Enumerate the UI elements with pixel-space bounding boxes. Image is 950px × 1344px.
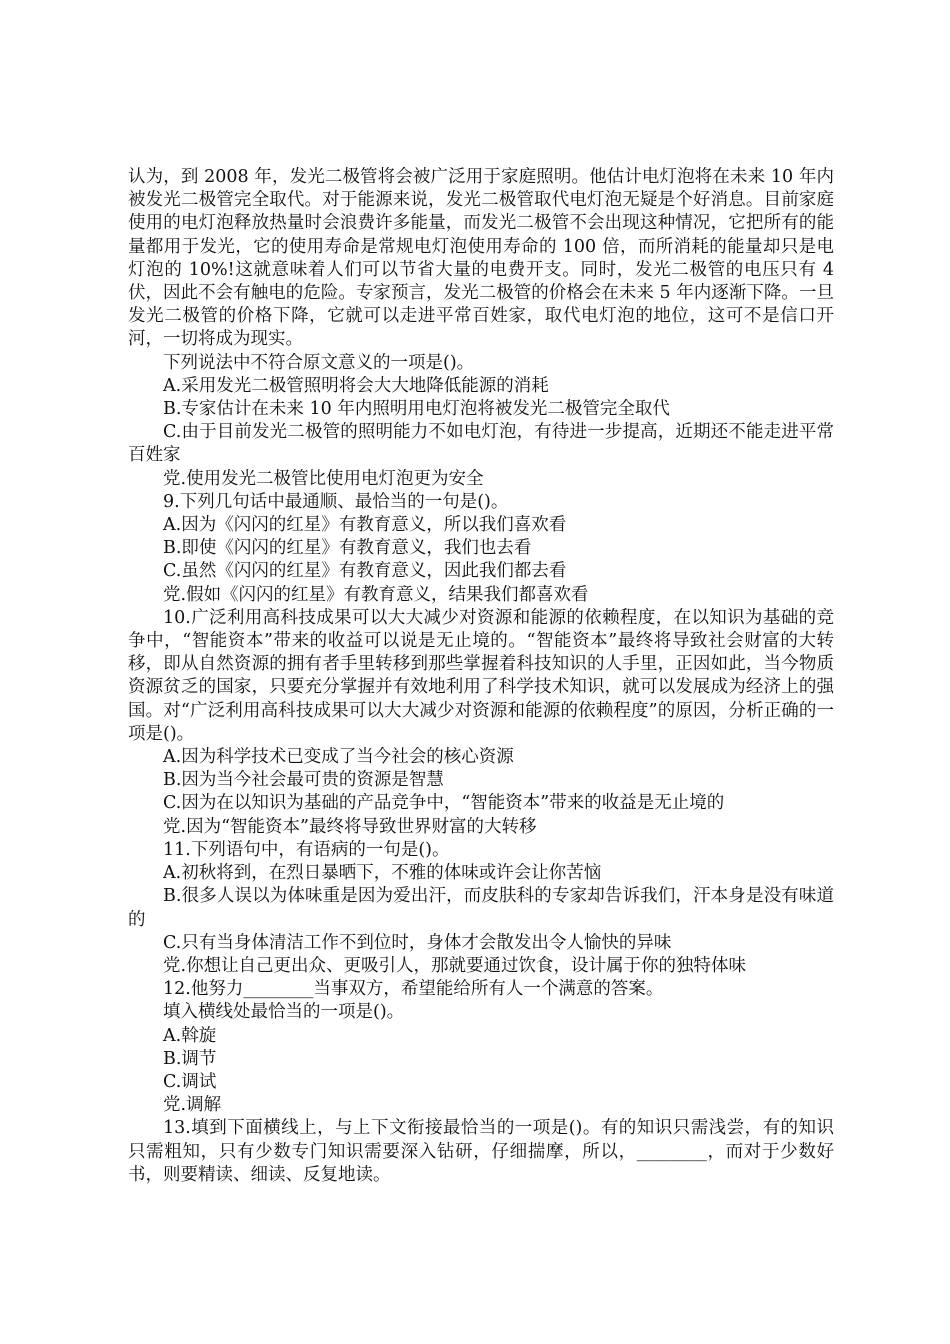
q11-option-c: C.只有当身体清洁工作不到位时，身体才会散发出令人愉快的异味 <box>163 932 672 953</box>
q12-option-b: B.调节 <box>163 1048 217 1069</box>
q9-option-a: A.因为《闪闪的红星》有教育意义，所以我们喜欢看 <box>163 515 567 536</box>
q12-option-c: C.调试 <box>163 1071 217 1092</box>
q9-option-c: C.虽然《闪闪的红星》有教育意义，因此我们都去看 <box>163 561 567 582</box>
q9-question: 9.下列几句话中最通顺、最恰当的一句是()。 <box>163 491 509 512</box>
q12-option-d: 党.调解 <box>163 1095 222 1116</box>
q13-question: 13.填到下面横线上，与上下文衔接最恰当的一项是()。有的知识只需浅尝，有的知识只需粗知，只有少数专门知识需要深入钻研，仔细揣摩，所以，________，而对于少数好书，则要精读、细读、反复地读。 <box>128 1118 834 1185</box>
q10-option-c: C.因为在以知识为基础的产品竞争中，“智能资本”带来的收益是无止境的 <box>163 793 725 814</box>
q11-option-d: 党.你想让自己更出众、更吸引人，那就要通过饮食，设计属于你的独特体味 <box>163 955 747 976</box>
q11-option-b: B.很多人误以为体味重是因为爱出汗，而皮肤科的专家却告诉我们，汗本身是没有味道的 <box>128 886 834 930</box>
q9-option-b: B.即使《闪闪的红星》有教育意义，我们也去看 <box>163 538 532 559</box>
q9-option-d: 党.假如《闪闪的红星》有教育意义，结果我们都喜欢看 <box>163 584 589 605</box>
q12-prompt: 填入横线处最恰当的一项是()。 <box>163 1002 405 1023</box>
q10-option-a: A.因为科学技术已变成了当今社会的核心资源 <box>163 747 514 768</box>
q10-option-d: 党.因为“智能资本”最终将导致世界财富的大转移 <box>163 816 537 837</box>
q12-question: 12.他努力________当事双方，希望能给所有人一个满意的答案。 <box>163 979 664 1000</box>
document-page <box>128 166 834 1187</box>
q10-question: 10.广泛利用高科技成果可以大大减少对资源和能源的依赖程度，在以知识为基础的竞争中，“智能资本”带来的收益可以说是无止境的。“智能资本”最终将导致社会财富的大转移，即从自然资源的拥有者手里转移到那些掌握着科技知识的人手里，正因如此，当今物质资源贫乏的国家，只要充分掌握并有效地利用了科学技术知识，就可以发展成为经济上的强国。对“广泛利用高科技成果可以大大减少对资源和能源的依赖程度”的原因，分析正确的一项是()。 <box>128 607 834 744</box>
q8-option-d: 党.使用发光二极管比使用电灯泡更为安全 <box>163 468 484 489</box>
q8-question: 下列说法中不符合原文意义的一项是()。 <box>163 352 475 373</box>
intro-paragraph: 认为，到 2008 年，发光二极管将会被广泛用于家庭照明。他估计电灯泡将在未来 10 年内被发光二极管完全取代。对于能源来说，发光二极管取代电灯泡无疑是个好消息。目前家庭使用的电灯泡释放热量时会浪费许多能量，而发光二极管不会出现这种情况，它把所有的能量都用于发光，它的使用寿命是常规电灯泡使用寿命的 100 倍，而所消耗的能量却只是电灯泡的 10%!这就意味着人们可以节省大量的电费开支。同时，发光二极管的电压只有 4 伏，因此不会有触电的危险。专家预言，发光二极管的价格会在未来 5 年内逐渐下降。一旦发光二极管的价格下降，它就可以走进平常百姓家，取代电灯泡的地位，这可不是信口开河，一切将成为现实。 <box>128 167 834 350</box>
q11-question: 11.下列语句中，有语病的一句是()。 <box>163 839 450 860</box>
q12-option-a: A.斡旋 <box>163 1025 217 1046</box>
q8-option-a: A.采用发光二极管照明将会大大地降低能源的消耗 <box>163 375 549 396</box>
q10-option-b: B.因为当今社会最可贵的资源是智慧 <box>163 770 444 791</box>
q8-option-b: B.专家估计在未来 10 年内照明用电灯泡将被发光二极管完全取代 <box>163 399 670 420</box>
q11-option-a: A.初秋将到，在烈日暴晒下，不雅的体味或许会让你苦恼 <box>163 863 602 884</box>
q8-option-c: C.由于目前发光二极管的照明能力不如电灯泡，有待进一步提高，近期还不能走进平常百姓家 <box>128 422 834 466</box>
